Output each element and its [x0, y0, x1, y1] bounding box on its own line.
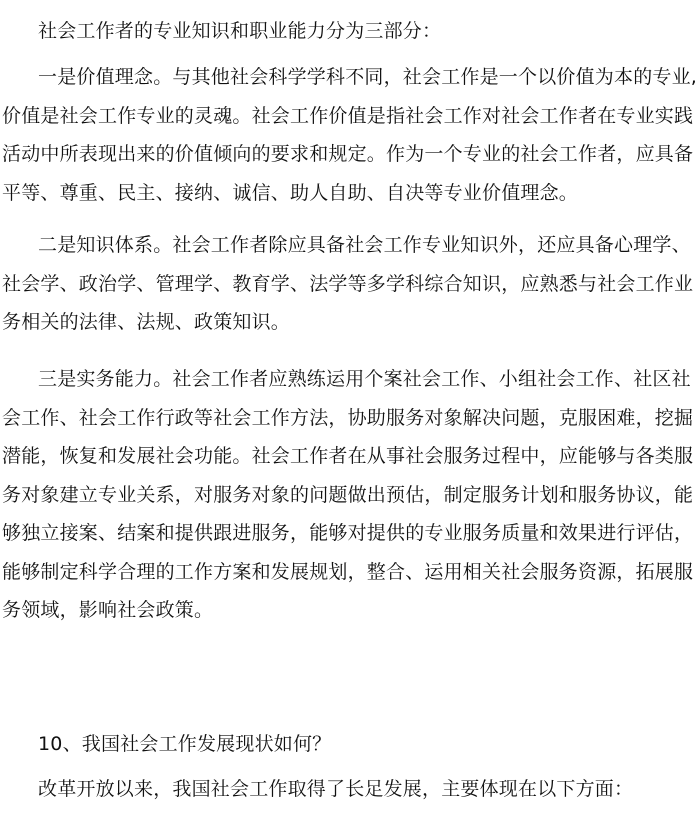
knowledge-system-paragraph: 二是知识体系。社会工作者除应具备社会工作专业知识外，还应具备心理学、社会学、政治学、管理学、教育学、法学等多学科综合知识，应熟悉与社会工作业务相关的法律、法规、政策知识。: [2, 234, 694, 333]
question-heading: 10、我国社会工作发展现状如何？: [38, 733, 332, 755]
value-concept-paragraph: 一是价值理念。与其他社会科学学科不同，社会工作是一个以价值为本的专业,价值是社会工作专业的灵魂。社会工作价值是指社会工作对社会工作者在专业实践活动中所表现出来的价值倾向的要求和规定。作为一个专业的社会工作者，应具备平等、尊重、民主、接纳、诚信、助人自助、自决等专业价值理念。: [2, 66, 698, 204]
answer-paragraph: 改革开放以来，我国社会工作取得了长足发展，主要体现在以下方面：: [38, 778, 634, 800]
practice-ability-paragraph: 三是实务能力。社会工作者应熟练运用个案社会工作、小组社会工作、社区社会工作、社会工作行政等社会工作方法，协助服务对象解决问题，克服困难，挖掘潜能，恢复和发展社会功能。社会工作者在从事社会服务过程中，应能够与各类服务对象建立专业关系，对服务对象的问题做出预估，制定服务计划和服务协议，能够独立接案、结案和提供跟进服务，能够对提供的专业服务质量和效果进行评估，能够制定科学合理的工作方案和发展规划，整合、运用相关社会服务资源，拓展服务领域，影响社会政策。: [2, 368, 694, 621]
intro-paragraph: 社会工作者的专业知识和职业能力分为三部分：: [38, 20, 442, 42]
